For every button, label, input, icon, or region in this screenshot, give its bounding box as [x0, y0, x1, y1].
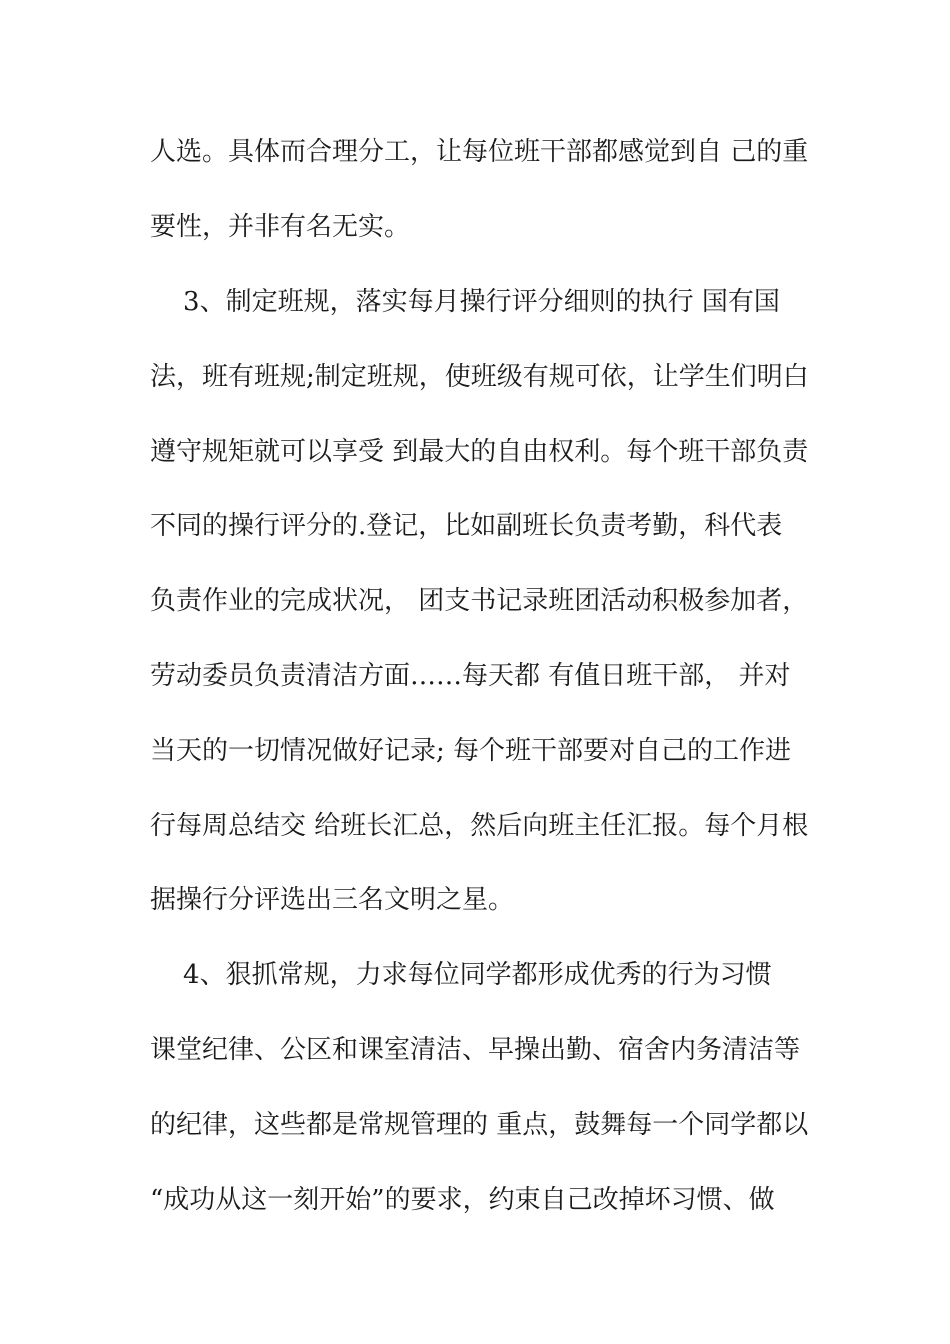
text-line: 劳动委员负责清洁方面……每天都 有值日班干部， 并对 — [150, 661, 791, 691]
text-line: 遵守规矩就可以享受 到最大的自由权利。每个班干部负责 — [150, 437, 809, 467]
text-line: 据操行分评选出三名文明之星。 — [150, 885, 515, 915]
text-line: 3、制定班规，落实每月操行评分细则的执行 国有国 — [150, 287, 780, 317]
text-line: 不同的操行评分的.登记，比如副班长负责考勤，科代表 — [150, 511, 783, 541]
text-line: 当天的一切情况做好记录; 每个班干部要对自己的工作进 — [150, 736, 792, 766]
text-line: 负责作业的完成状况， 团支书记录班团活动积极参加者， — [150, 586, 809, 616]
text-line: 课堂纪律、公区和课室清洁、早操出勤、宿舍内务清洁等 — [150, 1035, 801, 1065]
text-line: 行每周总结交 给班长汇总，然后向班主任汇报。每个月根 — [150, 811, 809, 841]
text-line: 的纪律，这些都是常规管理的 重点，鼓舞每一个同学都以 — [150, 1110, 809, 1140]
text-line: 要性，并非有名无实。 — [150, 212, 411, 242]
text-line: 人选。具体而合理分工，让每位班干部都感觉到自 己的重 — [150, 137, 809, 167]
text-line: 法，班有班规;制定班规，使班级有规可依，让学生们明白 — [150, 362, 809, 392]
text-line: “成功从这一刻开始”的要求，约束自己改掉坏习惯、做 — [150, 1185, 775, 1215]
text-line: 4、狠抓常规，力求每位同学都形成优秀的行为习惯 — [150, 960, 772, 990]
